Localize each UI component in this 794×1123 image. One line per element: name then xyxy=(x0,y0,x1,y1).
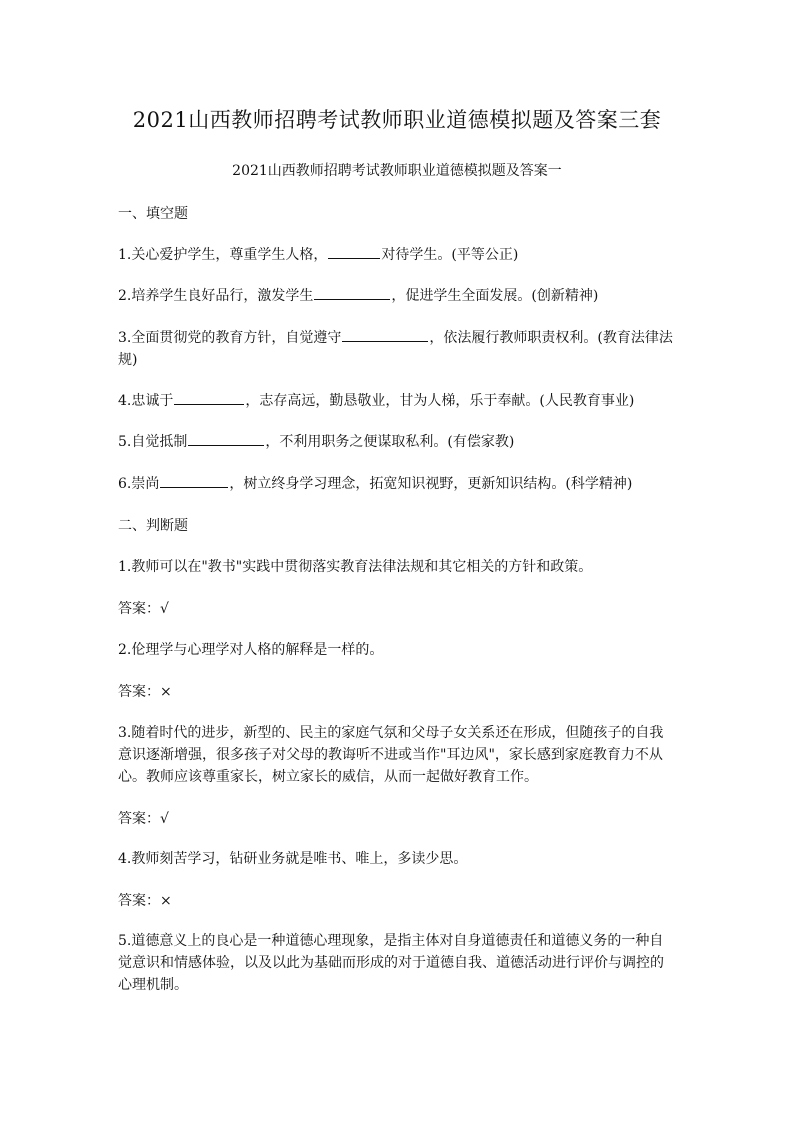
fill-item-5 xyxy=(118,431,674,453)
judge-answer-3: 答案：√ xyxy=(118,811,169,827)
fill-item-answer: 对待学生。(平等公正) xyxy=(381,247,519,263)
fill-item-answer: ，促进学生全面发展。(创新精神) xyxy=(391,288,599,304)
blank-line xyxy=(188,431,264,446)
fill-item-1 xyxy=(118,244,674,266)
judge-question-5: 5.道德意义上的良心是一种道德心理现象，是指主体对自身道德责任和道德义务的一种自觉意识和情感体验，以及以此为基础而形成的对于道德自我、道德活动进行评价与调控的心理机制。 xyxy=(118,933,664,993)
judge-answer-1: 答案：√ xyxy=(118,601,169,617)
section-heading-fill-in: 一、填空题 xyxy=(118,206,188,222)
judge-question-3: 3.随着时代的进步，新型的、民主的家庭气氛和父母子女关系还在形成，但随孩子的自我意识逐渐增强，很多孩子对父母的教诲听不进或当作"耳边风"，家长感到家庭教育力不从心。教师应该尊重家长，树立家长的威信，从而一起做好教育工作。 xyxy=(118,725,664,785)
judge-question-2: 2.伦理学与心理学对人格的解释是一样的。 xyxy=(118,642,384,658)
judge-question-4: 4.教师刻苦学习，钻研业务就是唯书、唯上，多读少思。 xyxy=(118,851,468,867)
blank-line xyxy=(342,327,428,342)
document-subtitle: 2021山西教师招聘考试教师职业道德模拟题及答案一 xyxy=(232,163,562,179)
fill-item-4 xyxy=(118,390,674,412)
blank-line xyxy=(314,285,390,300)
document-title: 2021山西教师招聘考试教师职业道德模拟题及答案三套 xyxy=(132,108,662,132)
judge-question-1: 1.教师可以在"教书"实践中贯彻落实教育法律法规和其它相关的方针和政策。 xyxy=(118,559,593,575)
blank-line xyxy=(328,244,380,259)
fill-item-text: 1.关心爱护学生，尊重学生人格， xyxy=(118,247,328,263)
section-heading-true-false: 二、判断题 xyxy=(118,518,188,534)
fill-item-text: 2.培养学生良好品行，激发学生 xyxy=(118,288,314,304)
judge-answer-2: 答案：× xyxy=(118,684,172,700)
fill-item-answer: ，不利用职务之便谋取私利。(有偿家教) xyxy=(265,434,515,450)
fill-item-text: 3.全面贯彻党的教育方针，自觉遵守 xyxy=(118,330,342,346)
fill-item-answer: ，志存高远，勤恳敬业，甘为人梯，乐于奉献。(人民教育事业) xyxy=(245,393,635,409)
judge-answer-4: 答案：× xyxy=(118,893,172,909)
fill-item-text: 5.自觉抵制 xyxy=(118,434,188,450)
fill-item-answer: ，树立终身学习理念，拓宽知识视野，更新知识结构。(科学精神) xyxy=(229,476,633,492)
fill-item-2 xyxy=(118,285,674,307)
blank-line xyxy=(160,473,228,488)
blank-line xyxy=(174,390,244,405)
fill-item-text: 6.崇尚 xyxy=(118,476,160,492)
fill-item-6 xyxy=(118,473,674,495)
fill-item-answer: ，依法履行教师职责权利。(教育法律法规) xyxy=(118,330,673,368)
fill-item-3 xyxy=(118,327,674,371)
fill-item-text: 4.忠诚于 xyxy=(118,393,174,409)
